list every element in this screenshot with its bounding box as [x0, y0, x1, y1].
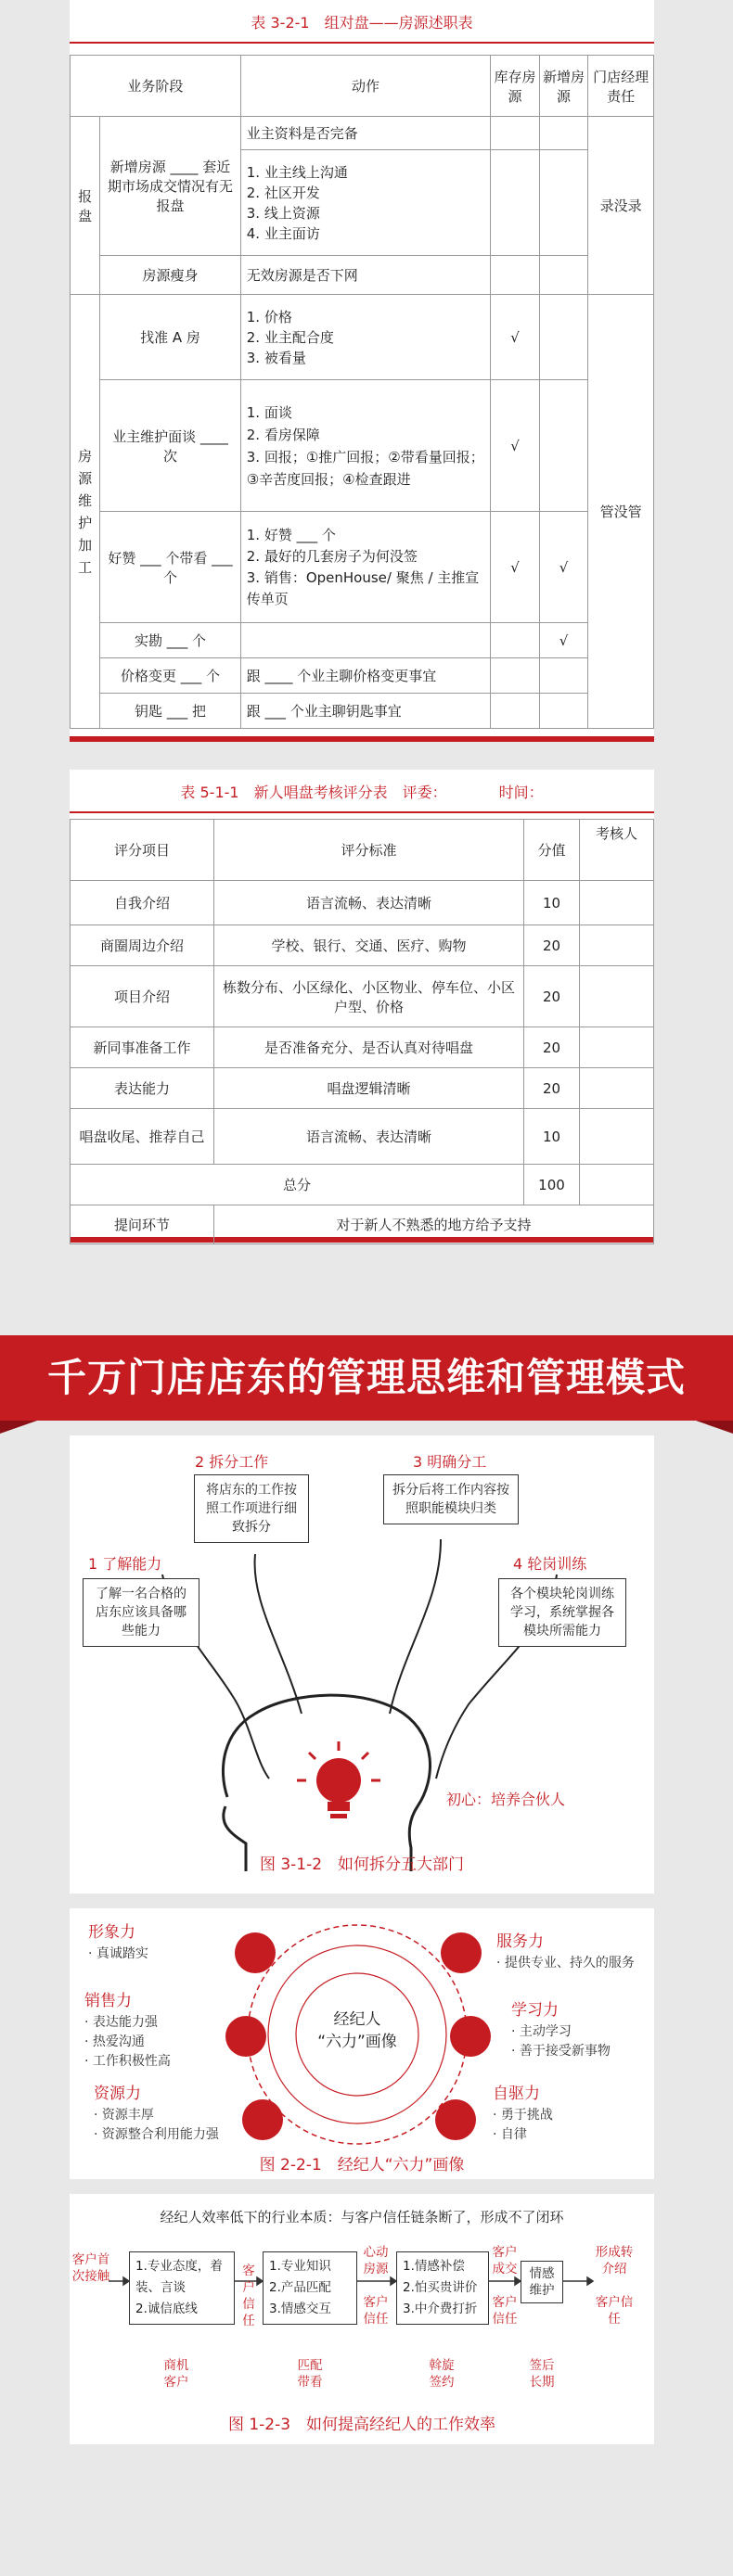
trait-item: · 热爱沟通: [84, 2034, 145, 2049]
score-standard: 语言流畅、表达清晰: [214, 881, 524, 925]
stage1-line: 1.专业态度，着装、言谈: [135, 2259, 223, 2295]
trust3-label: 客户信任: [492, 2295, 518, 2327]
trait-item: · 善于接受新事物: [511, 2044, 611, 2059]
score-item: 商圈周边介绍: [71, 925, 214, 966]
action-line: 3. 销售：OpenHouse/ 聚焦 / 主推宣传单页: [246, 568, 480, 607]
step2-box: 将店东的工作按照工作项进行细致拆分: [194, 1474, 309, 1543]
trust1-label: 客户信任: [242, 2264, 255, 2328]
score-item: 表达能力: [71, 1068, 214, 1109]
step3-title: 3 明确分工: [413, 1453, 487, 1471]
stage1-box: [129, 2251, 235, 2325]
action-line: 3. 被看量: [246, 349, 306, 366]
trait-item: · 自律: [493, 2127, 527, 2142]
trait-title: 自驱力: [493, 2085, 540, 2103]
score-value: 20: [524, 966, 580, 1027]
figure3-caption: 图 1-2-3 如何提高经纪人的工作效率: [227, 2416, 496, 2434]
score-standard: 语言流畅、表达清晰: [214, 1109, 524, 1165]
score-standard: 是否准备充分、是否认真对待唱盘: [214, 1027, 524, 1068]
check-mark: √: [491, 295, 540, 380]
step1-title: 1 了解能力: [88, 1555, 162, 1573]
start-label: 客户首次接触: [71, 2252, 110, 2284]
action-line: 3. 回报；①推广回报；②带看量回报；: [246, 448, 484, 465]
score-standard: 唱盘逻辑清晰: [214, 1068, 524, 1109]
check-mark: √: [539, 623, 588, 658]
action-line: 1. 面谈: [246, 403, 292, 421]
hot-listing-label: 心动房源: [363, 2245, 389, 2276]
trait-sales: [84, 1992, 171, 2072]
goal-text: 初心：培养合伙人: [446, 1791, 566, 1808]
stage2-box: [263, 2251, 357, 2325]
learning-power-icon: [450, 2016, 491, 2057]
phase1-label: 商机客户: [163, 2358, 189, 2390]
action-line: 3. 线上资源: [246, 204, 320, 222]
action-line: 1. 好赞 ___ 个: [246, 526, 336, 543]
trait-item: · 勇于挑战: [493, 2108, 553, 2123]
trait-item: · 资源丰厚: [94, 2108, 154, 2123]
trait-title: 服务力: [496, 1932, 544, 1951]
stage1-line: 2.诚信底线: [135, 2302, 198, 2316]
referral-label: 形成转介绍: [595, 2245, 634, 2276]
trait-drive: [493, 2085, 553, 2145]
phase2-label: 匹配带看: [297, 2358, 323, 2390]
trait-item: · 工作积极性高: [84, 2054, 171, 2069]
action-line: ③辛苦度回报；④检查跟进: [246, 470, 411, 488]
scoring-table: [70, 819, 654, 1244]
section-banner: 千万门店店东的管理思维和管理模式: [0, 1335, 733, 1421]
trait-title: 形象力: [88, 1923, 135, 1942]
manager-cell: 管没管: [588, 295, 654, 729]
service-power-icon: [441, 1932, 482, 1973]
group-maintain: 房源维护加工: [71, 295, 100, 729]
stage-cell: 房源瘦身: [100, 256, 240, 295]
total-score: 100: [524, 1165, 580, 1205]
manager-cell: 录没录: [588, 117, 654, 295]
action-line: 1. 价格: [246, 308, 292, 325]
score-value: 10: [524, 1109, 580, 1165]
check-mark: √: [491, 512, 540, 623]
scoring-card: [70, 770, 654, 1243]
action-line: 2. 业主配合度: [246, 328, 334, 346]
stage4-box: 情感维护: [521, 2261, 563, 2303]
trait-item: · 主动学习: [511, 2024, 572, 2039]
deal-label: 客户成交: [492, 2245, 518, 2276]
trait-resource: [94, 2085, 219, 2145]
score-standard: 栋数分布、小区绿化、小区物业、停车位、小区户型、价格: [214, 966, 524, 1027]
stage-cell: 新增房源 ____ 套近期市场成交情况有无报盘: [100, 117, 240, 256]
drive-power-icon: [435, 2099, 476, 2140]
th-standard: 评分标准: [214, 820, 524, 881]
stage3-box: [396, 2251, 489, 2325]
action-line: 4. 业主面访: [246, 224, 320, 242]
action-cell: 业主资料是否完备: [240, 117, 491, 150]
th-stage: 业务阶段: [71, 56, 241, 117]
stage-cell: 价格变更 ___ 个: [100, 658, 240, 694]
split-departments-figure: [70, 1435, 654, 1894]
phase4-label: 签后长期: [529, 2358, 555, 2390]
stage2-line: 1.专业知识: [269, 2259, 331, 2274]
step4-box: 各个模块轮岗训练学习，系统掌握各模块所需能力: [498, 1578, 626, 1647]
stage2-line: 3.情感交互: [269, 2302, 331, 2316]
action-line: 2. 社区开发: [246, 184, 320, 201]
trait-item: · 表达能力强: [84, 2015, 158, 2030]
th-examiner: 考核人: [580, 820, 654, 881]
figure3-title: 经纪人效率低下的行业本质：与客户信任链条断了，形成不了闭环: [160, 2209, 564, 2225]
housing-report-card: [70, 0, 654, 742]
stage-cell: 钥匙 ___ 把: [100, 694, 240, 729]
score-item: 唱盘收尾、推荐自己: [71, 1109, 214, 1165]
six-powers-figure: [70, 1908, 654, 2179]
check-mark: √: [491, 380, 540, 512]
stage-cell: 好赞 ___ 个带看 ___ 个: [100, 512, 240, 623]
action-line: 2. 最好的几套房子为何没签: [246, 547, 418, 565]
figure1-caption: 图 3-1-2 如何拆分五大部门: [259, 1855, 465, 1874]
score-value: 20: [524, 1068, 580, 1109]
step3-box: 拆分后将工作内容按照职能模块归类: [383, 1474, 519, 1524]
th-item: 评分项目: [71, 820, 214, 881]
action-cell: 跟 ____ 个业主聊价格变更事宜: [240, 658, 491, 694]
action-cell: 跟 ___ 个业主聊钥匙事宜: [240, 694, 491, 729]
stage3-line: 2.怕买贵讲价: [403, 2280, 478, 2295]
trait-item: · 资源整合利用能力强: [94, 2127, 219, 2142]
th-action: 动作: [240, 56, 491, 117]
stage-cell: 实勘 ___ 个: [100, 623, 240, 658]
stage-cell: 业主维护面谈 ____ 次: [100, 380, 240, 512]
trait-service: [496, 1932, 635, 1973]
figure2-caption: 图 2-2-1 经纪人“六力”画像: [259, 2156, 465, 2174]
score-item: 新同事准备工作: [71, 1027, 214, 1068]
trait-item: · 提供专业、持久的服务: [496, 1956, 635, 1970]
trust2-label: 客户信任: [363, 2295, 389, 2327]
score-standard: 对于新人不熟悉的地方给予支持: [214, 1205, 654, 1244]
step2-title: 2 拆分工作: [195, 1453, 269, 1471]
check-mark: √: [539, 512, 588, 623]
score-standard: 学校、银行、交通、医疗、购物: [214, 925, 524, 966]
score-item: 项目介绍: [71, 966, 214, 1027]
trait-title: 学习力: [511, 2001, 559, 2020]
image-power-icon: [235, 1932, 276, 1973]
score-value: 10: [524, 881, 580, 925]
trait-image: [88, 1923, 148, 1964]
step1-box: 了解一名合格的店东应该具备哪些能力: [83, 1578, 199, 1647]
figure1-lines: [70, 1435, 654, 1894]
lightbulb-icon: [297, 1741, 380, 1818]
trait-title: 销售力: [84, 1992, 132, 2010]
score-value: 20: [524, 925, 580, 966]
th-new: 新增房源: [539, 56, 588, 117]
center-title: 经纪人: [333, 2010, 381, 2029]
sales-power-icon: [225, 2016, 266, 2057]
table2-caption: 表 5-1-1 新人唱盘考核评分表 评委： 时间：: [70, 770, 654, 813]
th-score: 分值: [524, 820, 580, 881]
table1-caption: 表 3-2-1 组对盘——房源述职表: [70, 0, 654, 44]
score-value: 20: [524, 1027, 580, 1068]
housing-report-table: [70, 55, 654, 729]
total-label: 总分: [71, 1165, 524, 1205]
group-report: 报盘: [71, 117, 100, 295]
action-cell: 无效房源是否下网: [240, 256, 491, 295]
center-subtitle: “六力”画像: [317, 2033, 397, 2051]
th-stock: 库存房源: [491, 56, 540, 117]
stage3-line: 1.情感补偿: [403, 2259, 465, 2274]
trait-item: · 真诚踏实: [88, 1946, 148, 1961]
action-line: 2. 看房保障: [246, 426, 320, 443]
score-item: 提问环节: [71, 1205, 214, 1244]
stage-cell: 找准 A 房: [100, 295, 240, 380]
trait-learning: [511, 2001, 611, 2061]
phase3-label: 斡旋签约: [429, 2358, 455, 2390]
trust4-label: 客户信任: [595, 2295, 634, 2327]
stage3-line: 3.中介费打折: [403, 2302, 478, 2316]
th-manager: 门店经理责任: [588, 56, 654, 117]
action-line: 1. 业主线上沟通: [246, 163, 348, 181]
score-item: 自我介绍: [71, 881, 214, 925]
efficiency-flow-figure: [70, 2194, 654, 2444]
trait-title: 资源力: [94, 2085, 141, 2103]
resource-power-icon: [242, 2099, 283, 2140]
stage2-line: 2.产品匹配: [269, 2280, 331, 2295]
step4-title: 4 轮岗训练: [513, 1555, 587, 1573]
